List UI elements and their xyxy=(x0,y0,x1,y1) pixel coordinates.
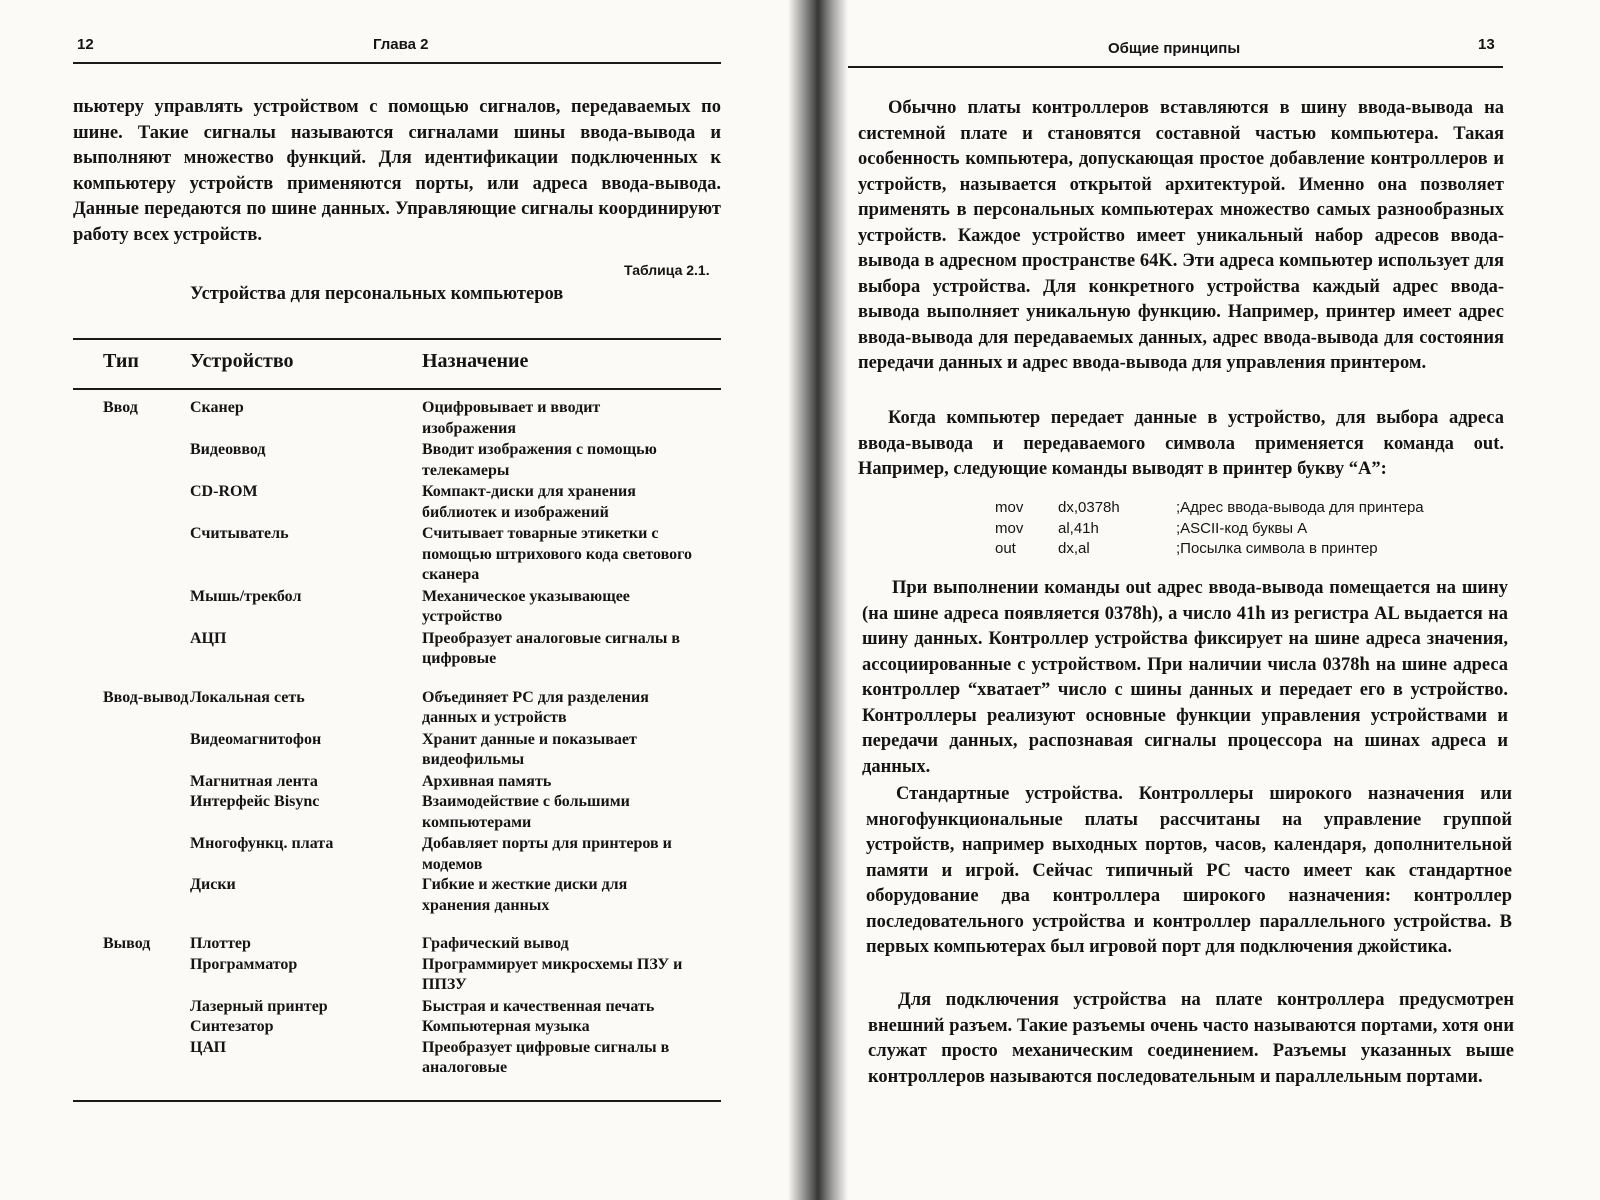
table-row xyxy=(73,772,721,793)
cell-type xyxy=(73,955,190,996)
code-line: mov dx,0378h ;Адрес ввода-вывода для принтера xyxy=(995,499,1424,516)
table-label: Таблица 2.1. xyxy=(624,262,710,278)
cell-purpose: Компьютерная музыка xyxy=(422,1018,590,1035)
table-row xyxy=(73,629,721,670)
header-type: Тип xyxy=(103,350,139,372)
cell-type xyxy=(73,997,190,1018)
code-line: mov al,41h ;ASCII-код буквы A xyxy=(995,519,1308,537)
cell-purpose: Программирует микросхемы ПЗУ и ППЗУ xyxy=(422,955,683,993)
cell-type xyxy=(73,730,190,771)
table-row xyxy=(73,398,721,439)
cell-device: CD-ROM xyxy=(190,483,258,500)
header-purpose: Назначение xyxy=(422,350,529,372)
cell-purpose: Графический вывод xyxy=(422,935,569,952)
code-block xyxy=(995,498,1424,560)
code-line: out dx,al ;Посылка символа в принтер xyxy=(995,540,1378,557)
table-row xyxy=(73,834,721,875)
right-page xyxy=(800,0,1600,1200)
cell-device: Синтезатор xyxy=(190,1018,274,1035)
header-rule xyxy=(848,66,1503,68)
cell-type xyxy=(73,1017,190,1038)
cell-type xyxy=(73,792,190,833)
cell-type xyxy=(73,629,190,670)
cell-type xyxy=(73,587,190,628)
table-title: Устройства для персональных компьютеров xyxy=(190,284,564,304)
cell-purpose: Механическое указывающее устройство xyxy=(422,587,630,625)
cell-purpose: Оцифровывает и вводит изображения xyxy=(422,399,601,437)
cell-purpose: Вводит изображения с помощью телекамеры xyxy=(422,441,657,479)
header-rule xyxy=(73,62,721,64)
table-bottom-rule xyxy=(73,1100,721,1102)
table-row xyxy=(73,587,721,628)
paragraph: Обычно платы контроллеров вставляются в шину ввода-вывода на системной плате и становятся составной частью компьютера. Такая особенность компьютера, допускающая простое добавление контроллеров и устройств, называется открытой архитектурой. Именно она позволяет применять в персональных компьютерах множество самых разнообразных устройств. Каждое устройство имеет уникальный набор адресов ввода-вывода в адресном пространстве 64K. Эти адреса компьютер использует для выбора устройства. Для конкретного устройства каждый адрес ввода-вывода выполняет уникальную функцию. Например, принтер имеет адрес ввода-вывода для передаваемых данных, адрес ввода-вывода для состояния передачи данных и адрес ввода-вывода для управления принтером. xyxy=(858,98,1504,373)
cell-purpose: Компакт-диски для хранения библиотек и изображений xyxy=(422,483,636,521)
paragraph: При выполнении команды out адрес ввода-вывода помещается на шину (на шине адреса появляется 0378h), а число 41h из регистра AL выдается на шину данных. Контроллер устройства фиксирует на шине адреса значения, ассоциированные с устройством. При наличии числа 0378h на шине адреса контроллер “хватает” число с шины данных и передает его в устройство. Контроллеры реализуют основные функции управления устройствами и передачи данных, распознавая сигналы процессора на шинах адреса и данных. xyxy=(862,578,1508,777)
cell-type: Ввод xyxy=(103,399,138,416)
page-number: 12 xyxy=(77,36,94,53)
table-row xyxy=(73,792,721,833)
table-row xyxy=(73,875,721,916)
cell-purpose: Объединяет PC для разделения данных и устройств xyxy=(422,688,649,726)
cell-type xyxy=(73,1038,190,1079)
table-row xyxy=(73,955,721,996)
cell-device: Считыватель xyxy=(190,525,289,542)
table-row xyxy=(73,482,721,523)
cell-device: Видеоввод xyxy=(190,441,266,458)
devices-table-body xyxy=(73,398,721,1079)
intro-paragraph: пьютеру управлять устройством с помощью сигналов, передаваемых по шине. Такие сигналы называются сигналами шины ввода-вывода и выполняют множество функций. Для идентификации подключенных к компьютеру устройств применяются порты, или адреса ввода-вывода. Данные передаются по шине данных. Управляющие сигналы координируют работу всех устройств. xyxy=(73,97,721,245)
cell-purpose: Преобразует цифровые сигналы в аналоговые xyxy=(422,1038,670,1076)
table-header xyxy=(73,338,721,390)
header-device: Устройство xyxy=(190,350,294,372)
running-head: Глава 2 xyxy=(373,36,429,53)
cell-purpose: Гибкие и жесткие диски для хранения данных xyxy=(422,876,628,914)
cell-type xyxy=(73,524,190,586)
cell-purpose: Считывает товарные этикетки с помощью штрихового кода светового сканера xyxy=(422,525,692,583)
table-row xyxy=(73,1038,721,1079)
cell-device: Видеомагнитофон xyxy=(190,730,322,748)
cell-device: Сканер xyxy=(190,399,244,416)
cell-type xyxy=(73,440,190,481)
cell-purpose: Добавляет порты для принтеров и модемов xyxy=(422,835,672,873)
table-row xyxy=(73,524,721,586)
cell-purpose: Преобразует аналоговые сигналы в цифровые xyxy=(422,629,680,667)
cell-device: ЦАП xyxy=(190,1038,227,1056)
cell-purpose: Взаимодействие с большими компьютерами xyxy=(422,793,630,831)
page-number: 13 xyxy=(1478,36,1495,53)
table-row xyxy=(73,1017,721,1038)
cell-device: Локальная сеть xyxy=(190,688,305,706)
paragraph: Стандартные устройства. Контроллеры широкого назначения или многофункциональные платы рассчитаны на управление группой устройств, например выходных портов, часов, календаря, дополнительной памяти и игрой. Сейчас типичный PC часто имеет как стандартное оборудование два контроллера широкого назначения: контроллер последовательного устройства и контроллер параллельного устройства. В первых компьютерах был игровой порт для подключения джойстика. xyxy=(866,784,1512,957)
cell-type: Ввод-вывод xyxy=(103,688,189,706)
cell-device: Многофункц. плата xyxy=(190,835,334,852)
cell-type xyxy=(73,772,190,793)
cell-device: Диски xyxy=(190,876,236,893)
table-row xyxy=(73,688,721,729)
cell-purpose: Хранит данные и показывает видеофильмы xyxy=(422,730,637,768)
cell-device: АЦП xyxy=(190,629,227,647)
cell-device: Плоттер xyxy=(190,935,251,952)
cell-type: Вывод xyxy=(103,935,151,952)
cell-device: Лазерный принтер xyxy=(190,997,328,1015)
cell-type xyxy=(73,875,190,916)
running-head: Общие принципы xyxy=(1108,40,1241,57)
paragraph: Когда компьютер передает данные в устройство, для выбора адреса ввода-вывода и передаваемого символа применяется команда out. Например, следующие команды выводят в принтер букву “A”: xyxy=(858,408,1504,479)
table-row xyxy=(73,997,721,1018)
cell-device: Мышь/трекбол xyxy=(190,587,302,605)
cell-type xyxy=(73,834,190,875)
table-row xyxy=(73,730,721,771)
cell-device: Интерфейс Bisync xyxy=(190,793,320,810)
cell-type xyxy=(73,482,190,523)
cell-device: Магнитная лента xyxy=(190,772,318,790)
table-row xyxy=(73,440,721,481)
cell-purpose: Архивная память xyxy=(422,772,552,790)
cell-purpose: Быстрая и качественная печать xyxy=(422,997,655,1015)
table-row xyxy=(73,934,721,955)
cell-device: Программатор xyxy=(190,955,298,973)
paragraph: Для подключения устройства на плате контроллера предусмотрен внешний разъем. Такие разъемы очень часто называются портами, хотя они служат просто механическим соединением. Разъемы указанных выше контроллеров называются последовательным и параллельным портами. xyxy=(868,990,1514,1087)
